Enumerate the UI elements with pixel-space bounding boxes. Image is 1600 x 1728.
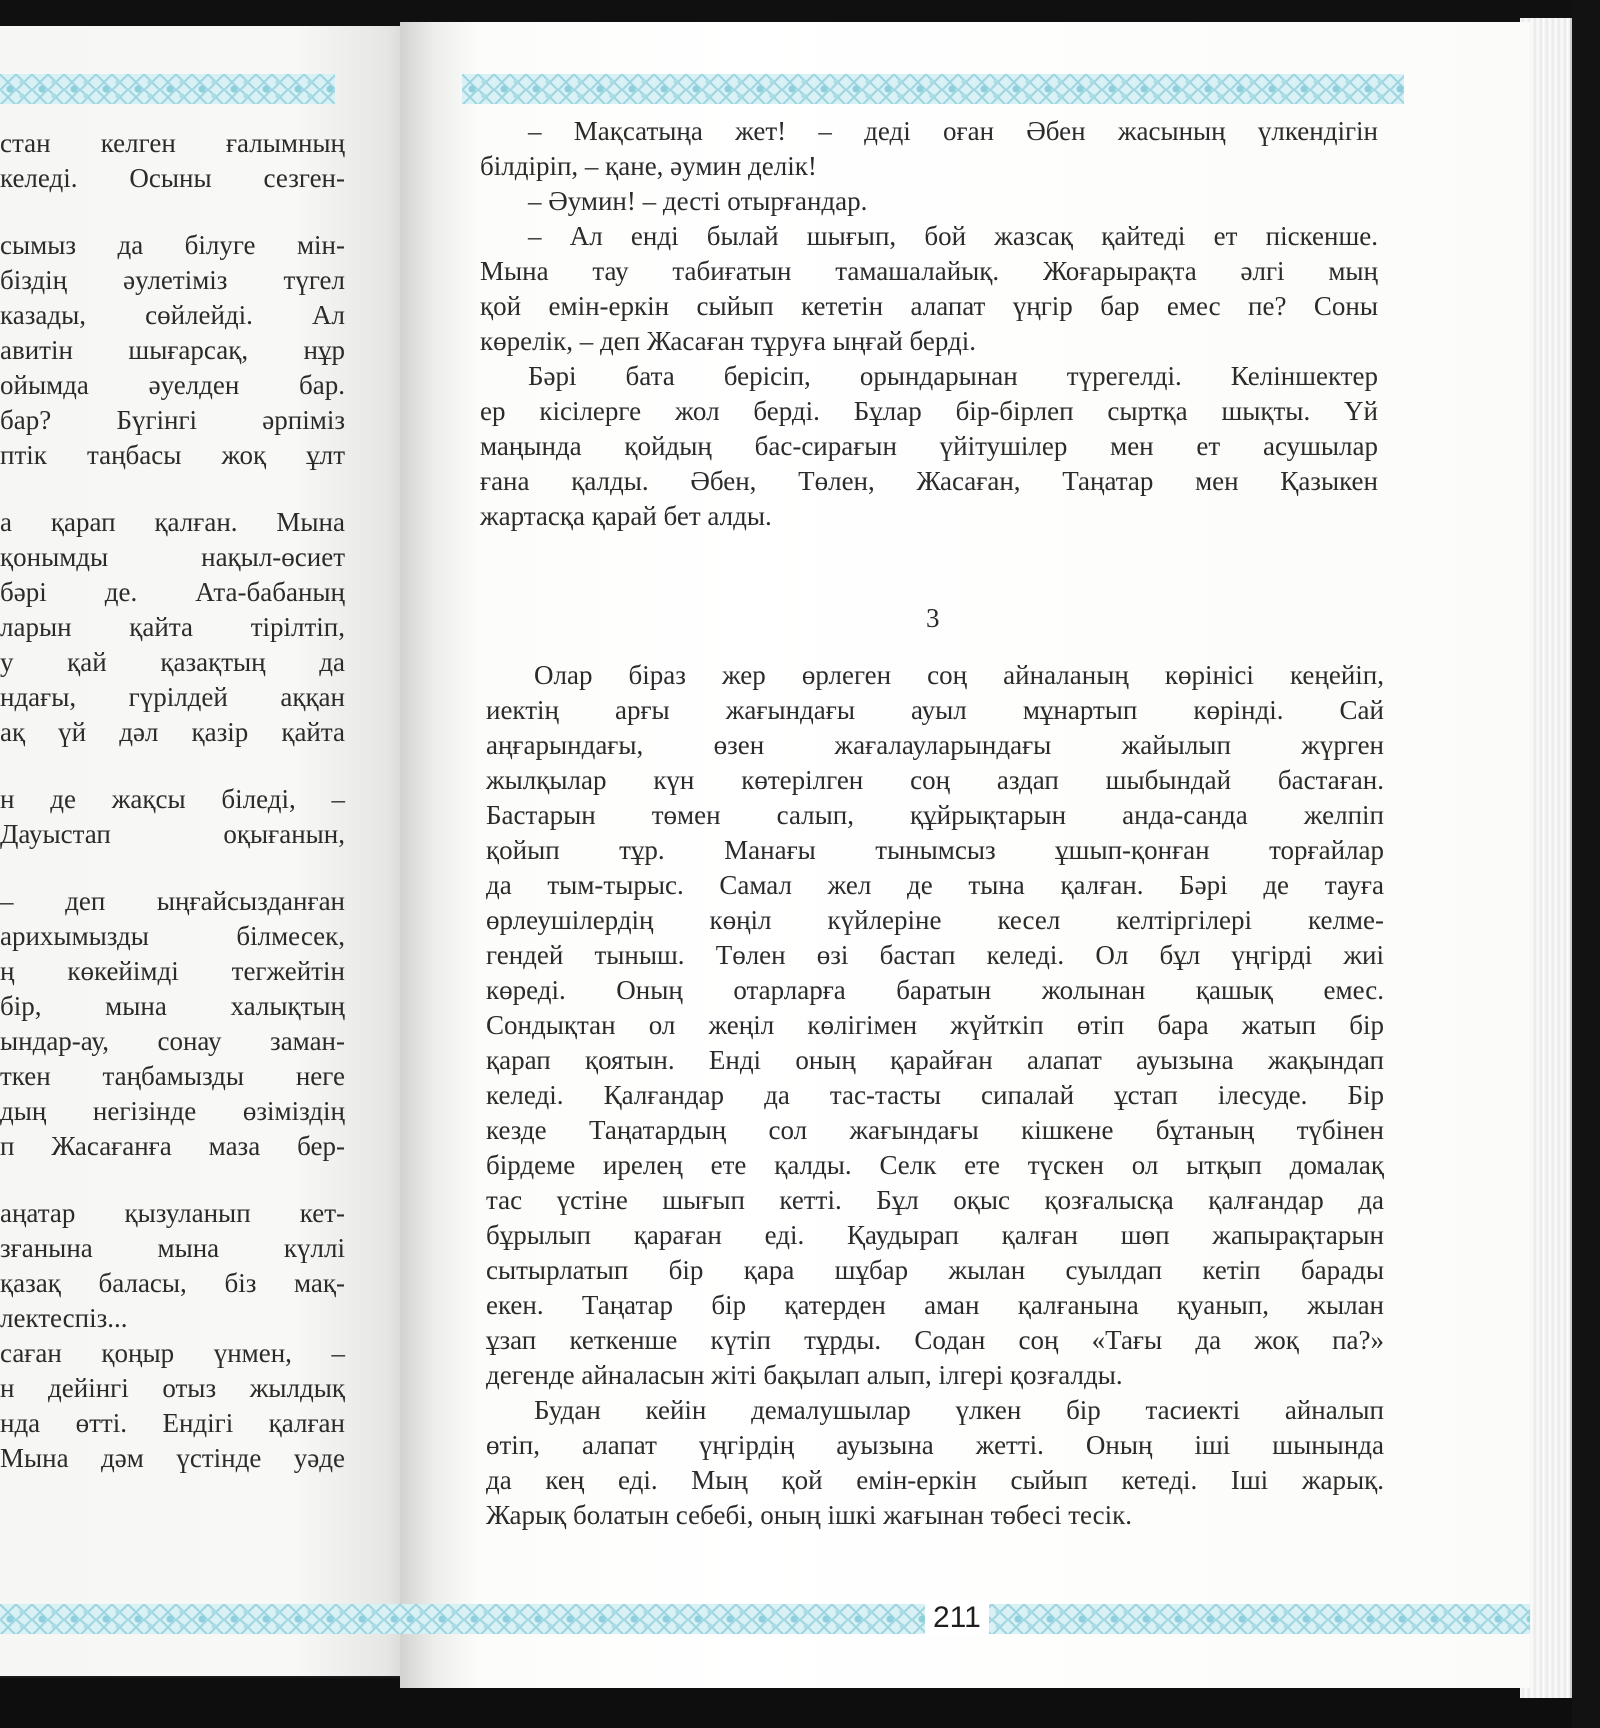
text-line: бәрі де. Ата-бабаның [0,577,345,607]
right-page [400,22,1530,1688]
text-line: қарап қоятын. Енді оның қарайған алапат ауызына жақындап [486,1045,1384,1075]
text-line: біздің әулетіміз түгел [0,265,345,295]
text-line: жылқылар күн көтерілген соң аздап шыбындай бастаған. [486,765,1384,795]
text-line: авитін шығарсақ, нұр [0,335,345,365]
text-line: қазақ баласы, біз мақ- [0,1268,345,1298]
page-number: 211 [925,1601,989,1635]
text-line: дегенде айналасын жіті бақылап алып, ілгері қозғалды. [486,1360,1123,1390]
text-line: ұзап кеткенше күтіп тұрды. Содан соң «Тағы да жоқ па?» [486,1325,1384,1355]
text-line: п Жасағанға маза бер- [0,1131,345,1161]
blank-line [0,1164,345,1196]
bottom-ornament-band [0,1604,420,1634]
text-line: білдіріп, – қане, әумин делік! [480,151,817,181]
text-line: – Мақсатыңа жет! – деді оған Әбен жасының үлкендігін [528,116,1378,146]
text-line: өрлеушілердің көңіл күйлеріне кесел келтіргілері келме- [486,905,1384,935]
text-line: а қарап қалған. Мына [0,507,345,537]
text-line: – деп ыңғайсызданған [0,886,345,916]
text-line: Дауыстап оқығанын, [0,819,345,849]
text-line: Мына тау табиғатын тамашалайық. Жоғарырақта әлгі мың [480,256,1378,286]
text-line: иектің арғы жағындағы ауыл мұнартып көрінді. Сай [486,695,1384,725]
left-page-text [0,126,345,1476]
text-line: келеді. Қалғандар да тас-тасты сипалай ұстап ілесуде. Бір [486,1080,1384,1110]
text-line: – Әумин! – десті отырғандар. [528,186,868,216]
top-ornament-band [0,74,335,104]
text-line: да тым-тырыс. Самал жел де тына қалған. Бәрі де тауға [486,870,1384,900]
text-line: у қай қазақтың да [0,647,345,677]
text-line: аңғарындағы, өзен жағалауларындағы жайылып жүрген [486,730,1384,760]
text-line: қой емін-еркін сыйып кететін алапат үңгір бар емес пе? Соны [480,291,1378,321]
scan-background-right [1572,0,1600,1728]
text-line: сытырлатып бір қара шұбар жылан суылдап кетіп барады [486,1255,1384,1285]
text-line: жартасқа қарай бет алды. [480,501,772,531]
text-line: көреді. Оның отарларға баратын жолынан қашық емес. [486,975,1384,1005]
text-line: көрелік, – деп Жасаған тұруға ыңғай берді. [480,326,977,356]
text-line: гендей тыныш. Төлен өзі бастап келеді. Ол бұл үңгірді жиі [486,940,1384,970]
text-line: ақ үй дәл қазір қайта [0,717,345,747]
text-line: саған қоңыр үнмен, – [0,1338,345,1368]
text-line: екен. Таңатар бір қатерден аман қалғанына қуанып, жылан [486,1290,1384,1320]
text-line: сымыз да білуге мін- [0,230,345,260]
text-line: Сондықтан ол жеңіл көлігімен жүйткіп өтіп бара жатып бір [486,1010,1384,1040]
text-line: ындар-ау, сонау заман- [0,1026,345,1056]
blank-line [0,196,345,228]
text-line: бірдеме ирелең ете қалды. Селк ете түскен ол ытқып домалақ [486,1150,1384,1180]
text-line: н дейінгі отыз жылдық [0,1373,345,1403]
text-line: ндағы, гүрілдей аққан [0,682,345,712]
blank-line [0,852,345,884]
text-line: – Ал енді былай шығып, бой жазсақ қайтеді ет піскенше. [528,221,1378,251]
text-line: ойымда әуелден бар. [0,370,345,400]
text-line: бар? Бүгінгі әрпіміз [0,405,345,435]
text-line: аңатар қызуланып кет- [0,1198,345,1228]
text-line: арихымызды білмесек, [0,921,345,951]
text-line: келеді. Осыны сезген- [0,163,345,193]
text-line: тас үстіне шығып кетті. Бұл оқыс қозғалысқа қалғандар да [486,1185,1384,1215]
text-line: қонымды нақыл-өсиет [0,542,345,572]
text-line: дың негізінде өзіміздің [0,1096,345,1126]
text-line: қойып тұр. Манағы тынымсыз ұшып-қонған торғайлар [486,835,1384,865]
text-line: маңында қойдың бас-сирағын үйітушілер мен ет асушылар [480,431,1378,461]
text-line: өтіп, алапат үңгірдің ауызына жетті. Оның іші шынында [486,1430,1384,1460]
text-line: бір, мына халықтың [0,991,345,1021]
text-line: Будан кейін демалушылар үлкен бір тасиекті айналып [534,1395,1384,1425]
text-line: лектеспіз... [0,1303,128,1333]
text-line: ң көкейімді тегжейтін [0,956,345,986]
text-line: Мына дәм үстінде уәде [0,1443,345,1473]
blank-line [0,473,345,505]
right-page-chapter-text [486,658,1384,1533]
blank-line [0,750,345,782]
text-line: н де жақсы біледі, – [0,784,345,814]
text-line: да кең еді. Мың қой емін-еркін сыйып кетеді. Іші жарық. [486,1465,1384,1495]
text-line: ларын қайта тірілтіп, [0,612,345,642]
left-page [0,26,420,1676]
text-line: ғана қалды. Әбен, Төлен, Жасаған, Таңатар мен Қазыкен [480,466,1378,496]
text-line: Олар біраз жер өрлеген соң айналаның көрінісі кеңейіп, [534,660,1384,690]
text-line: Бастарын төмен салып, құйрықтарын анда-санда желпіп [486,800,1384,830]
text-line: птік таңбасы жоқ ұлт [0,440,345,470]
text-line: казады, сөйлейді. Ал [0,300,345,330]
text-line: зғанына мына күллі [0,1233,345,1263]
text-line: Бәрі бата берісіп, орындарынан түрегелді. Келіншектер [528,361,1378,391]
top-ornament-band [462,74,1404,104]
text-line: стан келген ғалымның [0,128,345,158]
text-line: Жарық болатын себебі, оның ішкі жағынан төбесі тесік. [486,1500,1133,1530]
right-page-opening-text [480,114,1378,534]
chapter-number: 3 [926,603,940,633]
text-line: бұрылып қараған еді. Қаудырап қалған шөп жапырақтарын [486,1220,1384,1250]
text-line: нда өтті. Ендігі қалған [0,1408,345,1438]
text-line: ткен таңбамызды неге [0,1061,345,1091]
text-line: ер кісілерге жол берді. Бұлар бір-бірлеп сыртқа шықты. Үй [480,396,1378,426]
text-line: кезде Таңатардың сол жағындағы кішкене бұтаның түбінен [486,1115,1384,1145]
